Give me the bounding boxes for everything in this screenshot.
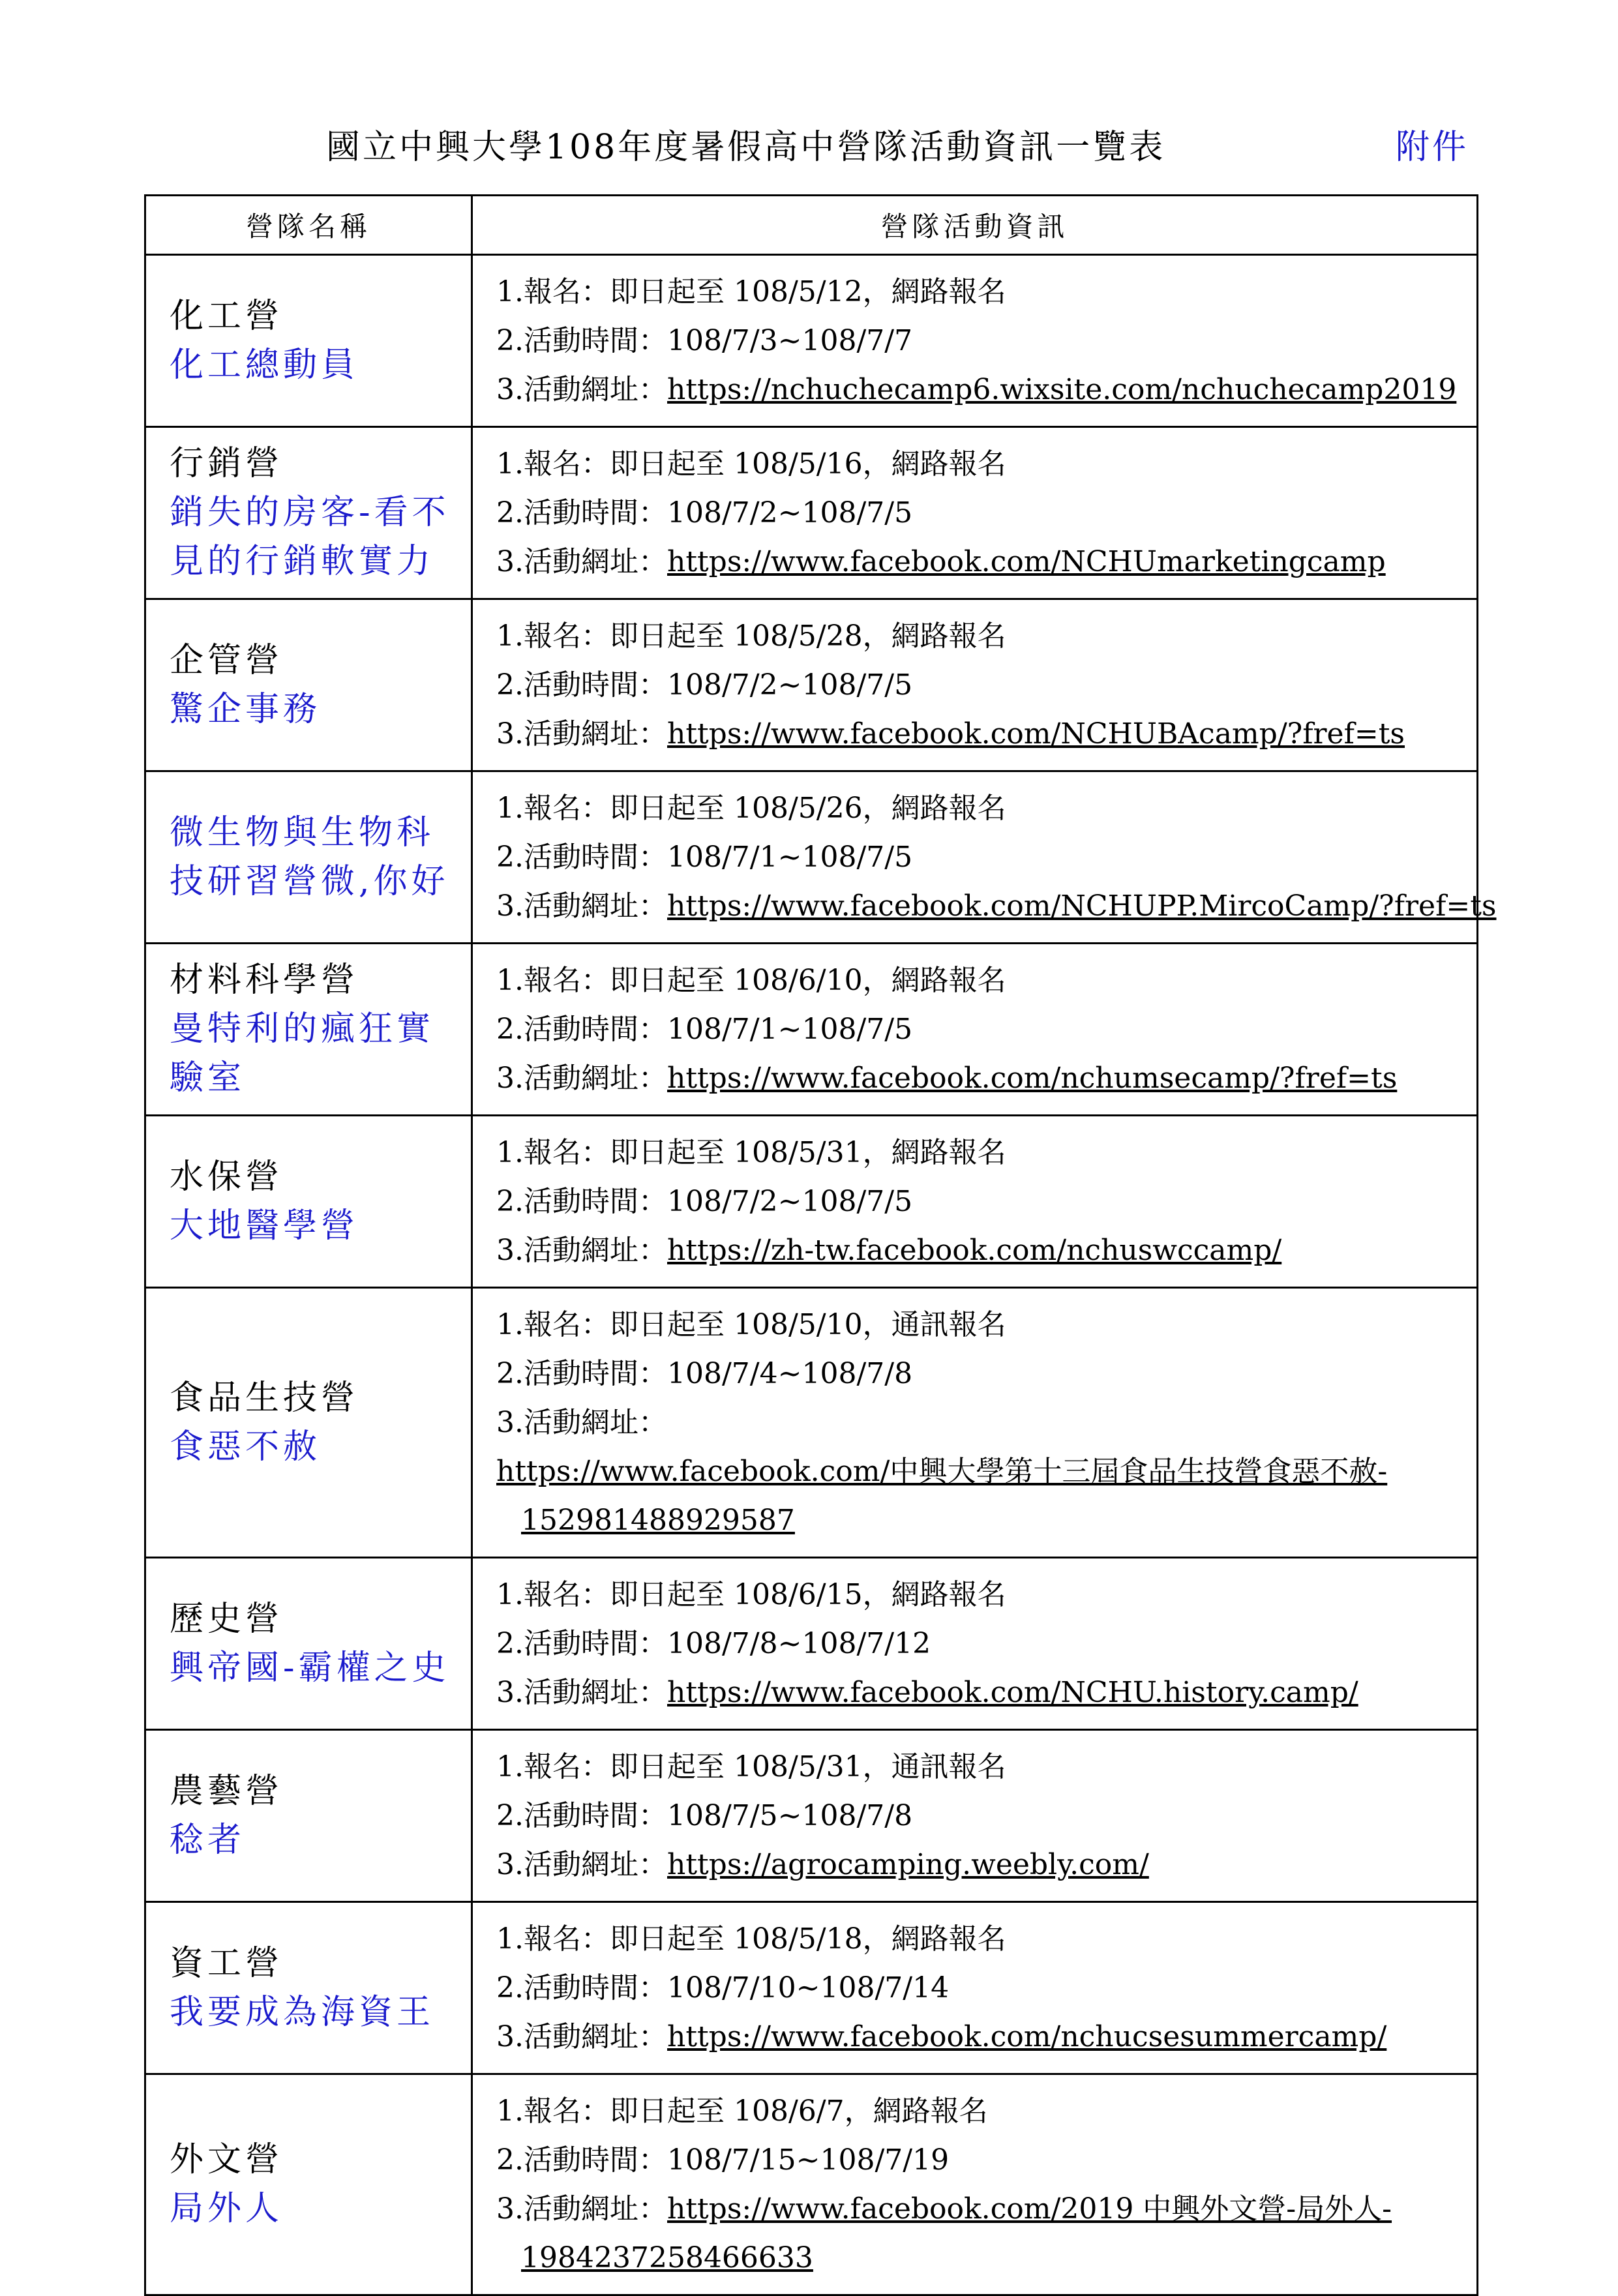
camp-name-cell	[145, 255, 472, 427]
camp-info-cell	[472, 599, 1478, 771]
camp-info-cell	[472, 1116, 1478, 1288]
camp-name-cell	[145, 599, 472, 771]
activity-time-line: 2.活動時間：108/7/2~108/7/5	[496, 668, 913, 702]
registration-line: 1.報名：即日起至 108/5/26，網路報名	[496, 792, 1006, 825]
website-line	[496, 1668, 1463, 1717]
activity-time-line: 2.活動時間：108/7/2~108/7/5	[496, 1185, 913, 1218]
website-line	[496, 365, 1463, 414]
website-line	[496, 882, 1497, 931]
attachment-label: 附件	[1396, 128, 1469, 167]
table-row	[145, 1116, 1478, 1288]
activity-time-line: 2.活動時間：108/7/1~108/7/5	[496, 1013, 913, 1046]
website-line	[496, 1398, 1463, 1447]
activity-time-line: 2.活動時間：108/7/3~108/7/7	[496, 324, 913, 357]
table-row	[145, 1902, 1478, 2074]
camp-subtitle: 銷失的房客-看不見的行銷軟實力	[170, 493, 450, 581]
table-row	[145, 427, 1478, 599]
camp-name-cell	[145, 1558, 472, 1730]
website-link[interactable]: https://www.facebook.com/2019 中興外文營-局外人-	[667, 2192, 1392, 2226]
website-line	[496, 537, 1463, 586]
website-label: 3.活動網址：	[496, 1676, 667, 1709]
camp-name: 企管營	[170, 640, 284, 680]
camp-name: 農藝營	[170, 1771, 284, 1811]
website-line	[496, 709, 1463, 758]
camp-info-cell	[472, 1558, 1478, 1730]
registration-line: 1.報名：即日起至 108/5/31，通訊報名	[496, 1750, 1006, 1783]
camp-subtitle: 曼特利的瘋狂實驗室	[170, 1009, 435, 1097]
camp-subtitle: 微生物與生物科技研習營微,你好	[170, 813, 449, 901]
camp-info-cell	[472, 1730, 1478, 1902]
registration-line: 1.報名：即日起至 108/6/15，網路報名	[496, 1578, 1006, 1611]
camp-subtitle: 食惡不赦	[170, 1427, 322, 1467]
camp-name-cell	[145, 427, 472, 599]
activity-time-line: 2.活動時間：108/7/10~108/7/14	[496, 1971, 950, 2005]
website-link[interactable]: https://www.facebook.com/NCHUBAcamp/?fref=ts	[667, 717, 1405, 751]
registration-line: 1.報名：即日起至 108/6/7，網路報名	[496, 2095, 988, 2128]
camp-name: 外文營	[170, 2140, 284, 2179]
camp-name-cell	[145, 771, 472, 944]
registration-line: 1.報名：即日起至 108/5/10，通訊報名	[496, 1308, 1006, 1341]
website-label: 3.活動網址：	[496, 1406, 667, 1439]
website-label: 3.活動網址：	[496, 889, 667, 923]
camp-name-cell	[145, 944, 472, 1116]
website-link[interactable]: https://www.facebook.com/nchucsesummercamp/	[667, 2020, 1387, 2053]
registration-line: 1.報名：即日起至 108/6/10，網路報名	[496, 964, 1006, 997]
camp-subtitle: 驚企事務	[170, 689, 322, 729]
website-link[interactable]: https://zh-tw.facebook.com/nchuswccamp/	[667, 1234, 1282, 1267]
camp-name: 材料科學營	[170, 961, 359, 1000]
website-link-continued[interactable]: 152981488929587	[521, 1504, 795, 1537]
registration-line: 1.報名：即日起至 108/5/16，網路報名	[496, 447, 1006, 481]
table-row	[145, 599, 1478, 771]
camp-name: 行銷營	[170, 444, 284, 483]
camp-name: 化工營	[170, 296, 284, 336]
camp-info-cell	[472, 427, 1478, 599]
website-link[interactable]: https://nchuchecamp6.wixsite.com/nchuchecamp2019	[667, 373, 1457, 406]
website-label: 3.活動網址：	[496, 1234, 667, 1267]
camp-name: 水保營	[170, 1157, 284, 1197]
camp-subtitle: 大地醫學營	[170, 1206, 359, 1245]
website-label: 3.活動網址：	[496, 1062, 667, 1095]
website-link-continued[interactable]: 1984237258466633	[521, 2241, 813, 2274]
website-label: 3.活動網址：	[496, 717, 667, 751]
camp-info-cell	[472, 1902, 1478, 2074]
table-row	[145, 1288, 1478, 1558]
camp-info-cell	[472, 255, 1478, 427]
camp-subtitle: 興帝國-霸權之史	[170, 1648, 450, 1688]
activity-time-line: 2.活動時間：108/7/8~108/7/12	[496, 1627, 931, 1660]
activity-time-line: 2.活動時間：108/7/15~108/7/19	[496, 2143, 950, 2177]
registration-line: 1.報名：即日起至 108/5/31，網路報名	[496, 1136, 1006, 1169]
header-camp-name: 營隊名稱	[145, 196, 472, 255]
camp-name: 歷史營	[170, 1599, 284, 1639]
registration-line: 1.報名：即日起至 108/5/18，網路報名	[496, 1922, 1006, 1956]
camp-subtitle: 化工總動員	[170, 345, 359, 385]
camp-name-cell	[145, 1288, 472, 1558]
page-title: 國立中興大學108年度暑假高中營隊活動資訊一覽表	[326, 128, 1166, 167]
website-label: 3.活動網址：	[496, 545, 667, 578]
table-row	[145, 771, 1478, 944]
website-line	[496, 1054, 1463, 1103]
camp-info-cell	[472, 771, 1497, 944]
camp-subtitle: 稔者	[170, 1820, 246, 1860]
website-line	[496, 1840, 1463, 1889]
website-link[interactable]: https://www.facebook.com/中興大學第十三屆食品生技營食惡不赦-	[496, 1455, 1388, 1488]
table-row	[145, 1730, 1478, 1902]
camp-info-cell	[472, 1288, 1478, 1558]
camp-subtitle: 局外人	[170, 2189, 284, 2228]
table-row	[145, 255, 1478, 427]
website-url-line	[496, 1447, 1463, 1496]
table-row	[145, 1558, 1478, 1730]
website-line	[496, 2012, 1463, 2061]
website-label: 3.活動網址：	[496, 1848, 667, 1881]
activity-time-line: 2.活動時間：108/7/1~108/7/5	[496, 841, 913, 874]
website-line	[496, 1226, 1463, 1275]
camp-info-cell	[472, 2074, 1478, 2295]
camp-name-cell	[145, 1902, 472, 2074]
website-label: 3.活動網址：	[496, 373, 667, 406]
website-link[interactable]: https://www.facebook.com/NCHUmarketingcamp	[667, 545, 1386, 578]
header-camp-info: 營隊活動資訊	[472, 196, 1478, 255]
website-link[interactable]: https://www.facebook.com/nchumsecamp/?fref=ts	[667, 1062, 1398, 1095]
website-label: 3.活動網址：	[496, 2192, 667, 2226]
registration-line: 1.報名：即日起至 108/5/12，網路報名	[496, 275, 1006, 308]
website-line	[496, 2184, 1463, 2233]
camp-name-cell	[145, 1116, 472, 1288]
table-row	[145, 944, 1478, 1116]
camp-info-cell	[472, 944, 1478, 1116]
camp-name: 食品生技營	[170, 1378, 359, 1418]
camp-name-cell	[145, 2074, 472, 2295]
activity-time-line: 2.活動時間：108/7/5~108/7/8	[496, 1799, 913, 1832]
website-link[interactable]: https://www.facebook.com/NCHUPP.MircoCamp/?fref=ts	[667, 889, 1497, 923]
registration-line: 1.報名：即日起至 108/5/28，網路報名	[496, 619, 1006, 653]
activity-time-line: 2.活動時間：108/7/4~108/7/8	[496, 1357, 913, 1390]
website-label: 3.活動網址：	[496, 2020, 667, 2053]
table-row	[145, 2074, 1478, 2295]
camp-name-cell	[145, 1730, 472, 1902]
table-body	[145, 255, 1497, 2295]
website-link[interactable]: https://agrocamping.weebly.com/	[667, 1848, 1149, 1881]
table-header-row	[145, 196, 1478, 255]
activity-time-line: 2.活動時間：108/7/2~108/7/5	[496, 496, 913, 529]
website-link[interactable]: https://www.facebook.com/NCHU.history.camp/	[667, 1676, 1358, 1709]
camp-subtitle: 我要成為海資王	[170, 1992, 435, 2032]
camp-name: 資工營	[170, 1943, 284, 1983]
camp-table	[144, 194, 1497, 2296]
